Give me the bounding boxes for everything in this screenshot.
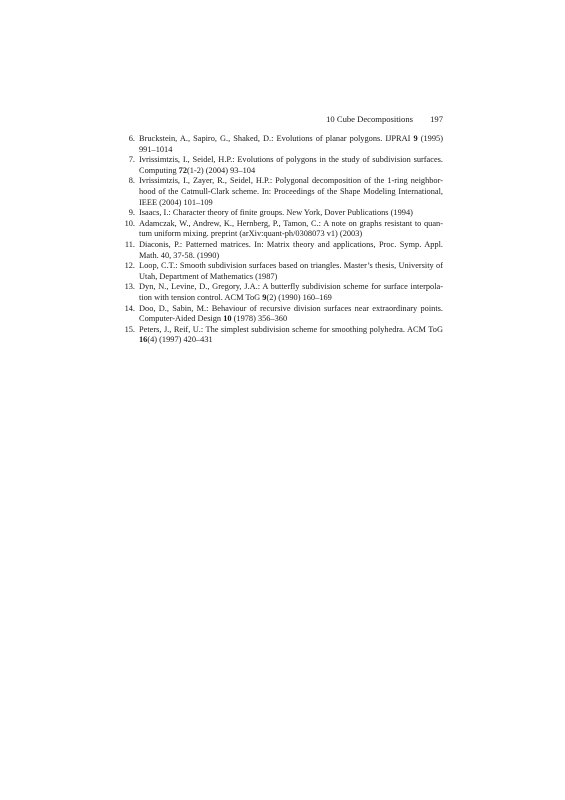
reference-text bbox=[139, 240, 443, 260]
reference-text-segment: Ivrissimtzis, I., Zayer, R., Seidel, H.P.: Polygonal decomposition of the 1-ring neighbor-hood of the Catmull-Clark scheme. In: Proceedings of the Shape Modeling International, IEEE (2004) 101–109 bbox=[139, 176, 443, 207]
volume-number: 16 bbox=[139, 335, 148, 345]
reference-text bbox=[139, 134, 443, 154]
reference-text-segment: Isaacs, I.: Character theory of finite groups. New York, Dover Publications (1994) bbox=[139, 208, 413, 218]
reference-text bbox=[139, 261, 443, 281]
reference-text bbox=[139, 155, 443, 175]
reference-text-segment: Ivrissimtzis, I., Seidel, H.P.: Evolutions of polygons in the study of subdivision surfaces. Computing bbox=[139, 155, 443, 175]
chapter-title: 10 Cube Decompositions bbox=[326, 114, 413, 124]
reference-text bbox=[139, 325, 443, 345]
reference-number: 10. bbox=[124, 218, 135, 228]
reference-number: 11. bbox=[124, 239, 135, 249]
reference-text-segment: Peters, J., Reif, U.: The simplest subdivision scheme for smoothing polyhedra. ACM ToG bbox=[139, 324, 443, 334]
reference-item bbox=[117, 240, 443, 261]
volume-number: 72 bbox=[178, 165, 187, 175]
reference-text bbox=[139, 219, 443, 239]
reference-item bbox=[117, 155, 443, 176]
reference-list bbox=[117, 134, 443, 346]
reference-text bbox=[139, 304, 443, 324]
reference-text bbox=[139, 176, 443, 206]
reference-text-segment: Diaconis, P.: Patterned matrices. In: Matrix theory and applications, Proc. Symp. Appl. Math. 40, 37-58. (1990) bbox=[139, 239, 443, 260]
reference-number: 9. bbox=[128, 208, 135, 218]
reference-item bbox=[117, 219, 443, 240]
page-number: 197 bbox=[430, 114, 443, 124]
reference-item bbox=[117, 304, 443, 325]
reference-item bbox=[117, 282, 443, 303]
reference-number: 13. bbox=[124, 282, 135, 292]
reference-text bbox=[139, 208, 413, 217]
reference-number: 15. bbox=[124, 324, 135, 334]
reference-text-segment: (2) (1990) 160–169 bbox=[266, 292, 332, 302]
reference-text bbox=[139, 282, 443, 302]
volume-number: 9 bbox=[413, 134, 418, 143]
reference-text-segment: Bruckstein, A., Sapiro, G., Shaked, D.: Evolutions of planar polygons. IJPRAI bbox=[139, 134, 414, 143]
reference-text-segment: (1995) 991–1014 bbox=[139, 134, 443, 154]
reference-text-segment: (1978) 356–360 bbox=[231, 314, 288, 324]
reference-text-segment: (4) (1997) 420–431 bbox=[147, 335, 213, 345]
reference-item bbox=[117, 208, 443, 219]
reference-item bbox=[117, 176, 443, 208]
reference-item bbox=[117, 134, 443, 155]
reference-number: 14. bbox=[124, 303, 135, 313]
reference-item bbox=[117, 325, 443, 346]
reference-number: 6. bbox=[128, 134, 135, 143]
reference-text-segment: (1-2) (2004) 93–104 bbox=[186, 165, 256, 175]
running-head bbox=[117, 113, 443, 125]
reference-number: 12. bbox=[124, 261, 135, 271]
reference-text-segment: Adamczak, W., Andrew, K., Hernberg, P., Tamon, C.: A note on graphs resistant to quan-tum uniform mixing. preprint (arXiv:quant-ph/0308073 v1) (2003) bbox=[139, 218, 443, 239]
reference-text-segment: Dyn, N., Levine, D., Gregory, J.A.: A butterfly subdivision scheme for surface interpola-tion with tension control. ACM ToG bbox=[139, 282, 443, 302]
reference-number: 7. bbox=[128, 155, 135, 165]
reference-text-segment: Doo, D., Sabin, M.: Behaviour of recursive division surfaces near extraordinary points. Computer-Aided Design bbox=[139, 303, 443, 324]
reference-number: 8. bbox=[128, 176, 135, 186]
reference-text-segment: Loop, C.T.: Smooth subdivision surfaces based on triangles. Master’s thesis, University of Utah, Department of Mathematics (1987) bbox=[139, 261, 443, 281]
reference-item bbox=[117, 261, 443, 282]
volume-number: 9 bbox=[262, 292, 267, 302]
volume-number: 10 bbox=[223, 314, 232, 324]
